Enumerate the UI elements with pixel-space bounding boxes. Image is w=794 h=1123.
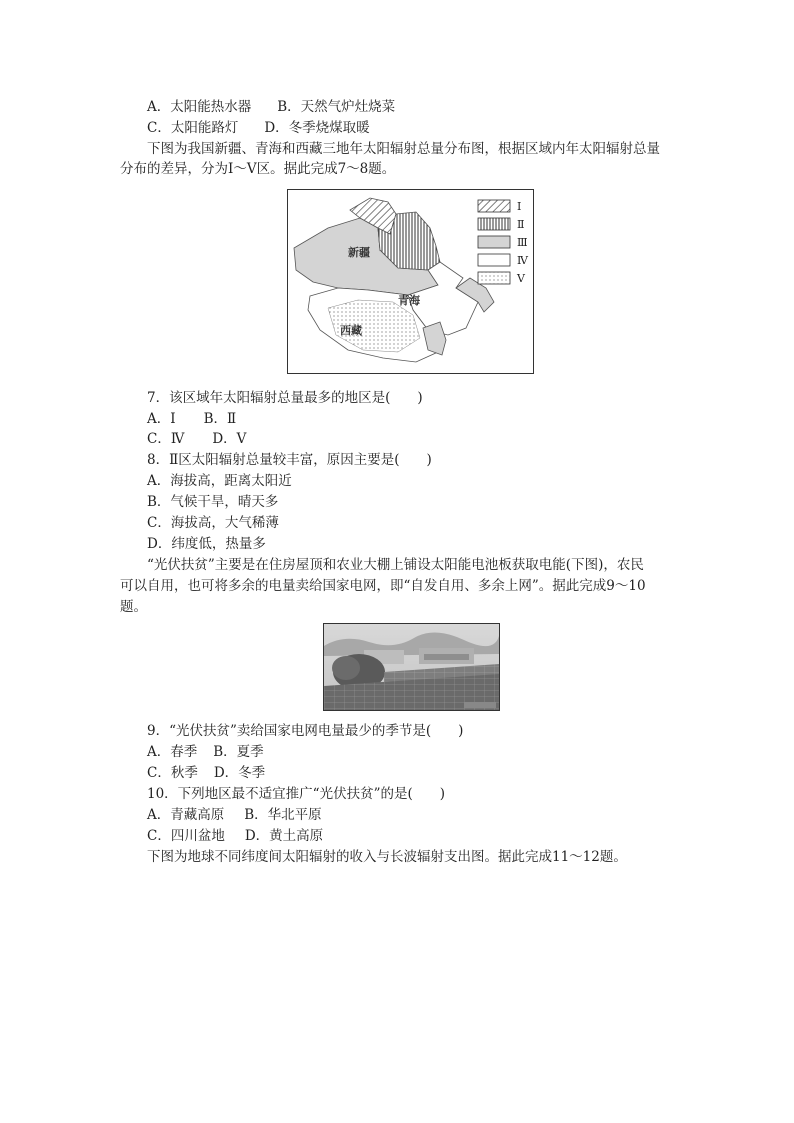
- question-9: 9．“光伏扶贫”卖给国家电网电量最少的季节是( ): [147, 723, 464, 739]
- legend-swatch-1: [478, 200, 510, 212]
- map-legend: [478, 200, 529, 285]
- label-qinghai: 青海: [398, 294, 420, 307]
- option-line-1: [147, 97, 395, 117]
- q8-option-d: D．纬度低，热量多: [147, 536, 266, 552]
- legend-label-4: Ⅳ: [517, 254, 528, 267]
- q10-options-1: [147, 805, 322, 825]
- label-xinjiang: 新疆: [348, 246, 370, 259]
- paragraph-line: 下图为我国新疆、青海和西藏三地年太阳辐射总量分布图，根据区域内年太阳辐射总量: [147, 141, 660, 157]
- q10-option-b: B．华北平原: [244, 807, 322, 823]
- q7-option-a: A．Ⅰ: [147, 411, 176, 427]
- q9-option-c: C．秋季: [147, 765, 198, 781]
- q7-options-1: [147, 409, 236, 429]
- solar-panel-photo: [323, 623, 500, 711]
- question-10: 10．下列地区最不适宜推广“光伏扶贫”的是( ): [147, 786, 446, 802]
- q7-option-c: C．Ⅳ: [147, 431, 185, 447]
- option-line-2: [147, 118, 370, 138]
- q7-option-b: B．Ⅱ: [203, 411, 237, 427]
- radiation-map-figure: [287, 189, 534, 374]
- q8-option-c: C．海拔高，大气稀薄: [147, 515, 279, 531]
- q9-option-a: A．春季: [147, 744, 198, 760]
- question-8: 8．Ⅱ区太阳辐射总量较丰富，原因主要是( ): [147, 452, 432, 468]
- paragraph-line: 分布的差异，分为Ⅰ～Ⅴ区。据此完成7～8题。: [120, 161, 396, 177]
- legend-label-5: Ⅴ: [517, 272, 525, 285]
- paragraph-line: 下图为地球不同纬度间太阳辐射的收入与长波辐射支出图。据此完成11～12题。: [147, 849, 627, 865]
- label-xizang: 西藏: [340, 324, 362, 337]
- q9-option-b: B．夏季: [213, 744, 264, 760]
- paragraph-line: 可以自用，也可将多余的电量卖给国家电网，即“自发自用、多余上网”。据此完成9～10: [120, 578, 646, 594]
- paragraph-line: 题。: [120, 599, 147, 615]
- legend-swatch-3: [478, 236, 510, 248]
- q10-option-a: A．青藏高原: [147, 807, 225, 823]
- q10-options-2: [147, 826, 323, 846]
- legend-swatch-2: [478, 218, 510, 230]
- q10-option-c: C．四川盆地: [147, 828, 225, 844]
- q9-options-1: [147, 742, 264, 762]
- solar-panel-photo-image: [324, 624, 499, 710]
- paragraph-line: “光伏扶贫”主要是在住房屋顶和农业大棚上铺设太阳能电池板获取电能(下图)，农民: [147, 557, 644, 573]
- legend-label-1: Ⅰ: [517, 200, 522, 213]
- option-c: C．太阳能路灯: [147, 120, 239, 136]
- radiation-map: [288, 190, 533, 373]
- legend-label-3: Ⅲ: [517, 236, 528, 249]
- option-a: A．太阳能热水器: [147, 99, 252, 115]
- q9-option-d: D．冬季: [213, 765, 266, 781]
- legend-label-2: Ⅱ: [517, 218, 525, 231]
- q8-option-a: A．海拔高，距离太阳近: [147, 473, 292, 489]
- q10-option-d: D．黄土高原: [244, 828, 324, 844]
- legend-swatch-5: [478, 272, 510, 284]
- q7-option-d: D．Ⅴ: [212, 431, 247, 447]
- q7-options-2: [147, 429, 246, 449]
- legend-swatch-4: [478, 254, 510, 266]
- option-d: D．冬季烧煤取暖: [264, 120, 370, 136]
- q8-option-b: B．气候干旱，晴天多: [147, 494, 279, 510]
- q9-options-2: [147, 763, 265, 783]
- option-b: B．天然气炉灶烧菜: [277, 99, 396, 115]
- question-7: 7．该区域年太阳辐射总量最多的地区是( ): [147, 390, 423, 406]
